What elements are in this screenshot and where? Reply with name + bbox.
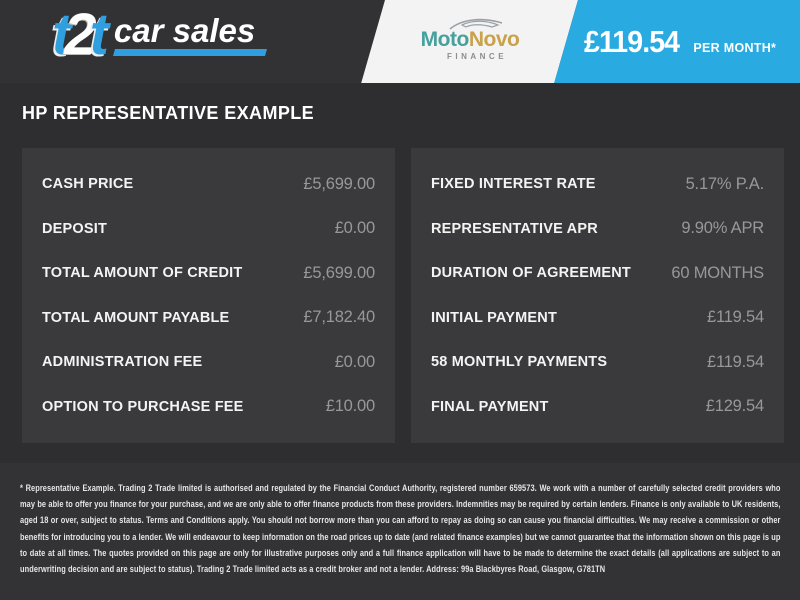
finance-row-value: 5.17% P.A. xyxy=(685,174,764,193)
monthly-price-suffix: PER MONTH* xyxy=(693,40,777,55)
finance-row-value: £0.00 xyxy=(334,352,375,371)
dealer-logo-underline xyxy=(113,49,267,56)
finance-row-total-payable xyxy=(42,308,375,327)
finance-row-value: £119.54 xyxy=(706,352,764,371)
disclaimer-footer xyxy=(0,463,800,600)
finance-row-label: REPRESENTATIVE APR xyxy=(431,220,598,237)
finance-row-label: DEPOSIT xyxy=(42,220,108,237)
motonovo-finance-label: FINANCE xyxy=(446,52,508,61)
finance-row-monthly-payments xyxy=(431,353,764,372)
finance-row-admin-fee xyxy=(42,353,375,372)
dealer-logo-t2: t xyxy=(89,2,102,67)
finance-example-panels xyxy=(22,148,784,443)
finance-row-label: 58 MONTHLY PAYMENTS xyxy=(431,354,608,371)
dealer-logo-mark xyxy=(52,2,114,67)
finance-row-value: £119.54 xyxy=(706,308,764,327)
disclaimer-text: * Representative Example. Trading 2 Trade limited is authorised and regulated by the Financial Conduct Authority, registered number 659573. We work with a number of carefully selected credit providers who may be able to offer you finance for your purchase, and we are only able to offer finance products from these providers. Indemnities may be required by certain lenders. Finance is only available to UK residents, aged 18 or over, subject to status. Terms and Conditions apply. You should not borrow more than you can afford to repay as doing so can cause you financial difficulties. We may receive a commission or other benefits for introducing you to a lender. We will endeavour to keep information on the road prices up to date (and related finance examples) but we cannot guarantee that the information shown on this page is up to date at all times. The quotes provided on this page are only for illustrative purposes only and a full finance application will have to be made to determine the exact details (all applications are subject to an underwriting decision and are subject to status). Trading 2 Trade limited acts as a credit broker and not a lender. Address: 99a Blackbyres Road, Glasgow, G781TN xyxy=(20,483,781,576)
finance-row-label: DURATION OF AGREEMENT xyxy=(431,265,631,282)
motonovo-moto: Moto xyxy=(420,28,469,51)
finance-panel-right xyxy=(411,148,784,443)
finance-row-value: 60 MONTHS xyxy=(671,263,764,282)
finance-row-value: £5,699.00 xyxy=(303,174,375,193)
finance-row-value: £0.00 xyxy=(334,219,375,238)
finance-row-label: FINAL PAYMENT xyxy=(431,398,549,415)
finance-row-value: £5,699.00 xyxy=(303,263,375,282)
motonovo-wordmark xyxy=(420,29,520,51)
finance-row-cash-price xyxy=(42,175,375,194)
finance-row-option-fee xyxy=(42,397,375,416)
finance-row-duration xyxy=(431,264,764,283)
finance-row-value: £7,182.40 xyxy=(303,308,375,327)
finance-row-label: INITIAL PAYMENT xyxy=(431,309,557,326)
finance-row-final-payment xyxy=(431,397,764,416)
dealer-logo-tagline-wrap xyxy=(113,12,266,64)
finance-row-label: ADMINISTRATION FEE xyxy=(42,354,203,371)
finance-row-label: TOTAL AMOUNT PAYABLE xyxy=(42,309,230,326)
finance-row-label: FIXED INTEREST RATE xyxy=(431,176,596,193)
finance-panel-left xyxy=(22,148,395,443)
finance-row-interest-rate xyxy=(431,175,764,194)
finance-row-label: TOTAL AMOUNT OF CREDIT xyxy=(42,265,243,282)
finance-row-value: £129.54 xyxy=(705,397,764,416)
dealer-logo-tagline: car sales xyxy=(113,12,256,49)
finance-row-label: OPTION TO PURCHASE FEE xyxy=(42,398,244,415)
header-banner xyxy=(0,0,800,83)
dealer-logo-2: 2 xyxy=(64,2,90,67)
finance-row-initial-payment xyxy=(431,308,764,327)
finance-row-apr xyxy=(431,219,764,238)
finance-row-label: CASH PRICE xyxy=(42,176,134,193)
dealer-logo xyxy=(52,2,266,67)
dealer-logo-t1: t xyxy=(52,2,65,67)
finance-row-deposit xyxy=(42,219,375,238)
motonovo-finance-logo xyxy=(420,16,520,61)
finance-row-total-credit xyxy=(42,264,375,283)
finance-row-value: £10.00 xyxy=(325,397,375,416)
finance-row-value: 9.90% APR xyxy=(681,219,764,238)
motonovo-novo: Novo xyxy=(468,28,520,51)
page-title: HP REPRESENTATIVE EXAMPLE xyxy=(22,103,315,123)
monthly-price-area xyxy=(584,0,776,83)
monthly-price: £119.54 xyxy=(584,23,680,59)
